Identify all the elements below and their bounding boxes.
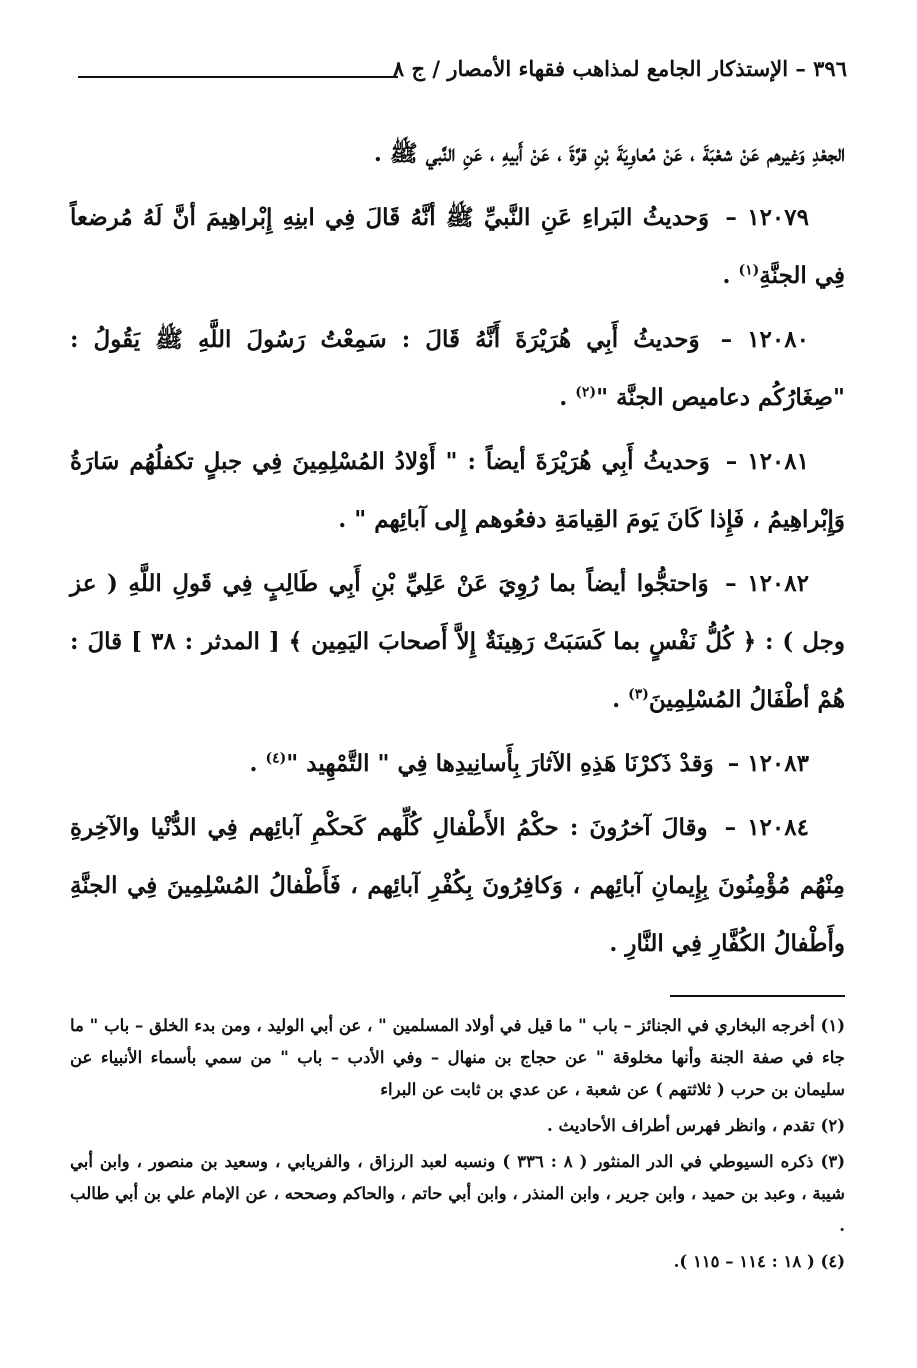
paragraph (70, 433, 845, 549)
paragraph-end: . (249, 750, 266, 777)
paragraph-text: الجعْدِ وَغيرهم عَنْ شعْبَةَ ، عَنْ مُعاوِيَةَ بْنِ قرَّةَ ، عَنْ أَبيهِ ، عَنِ النَّبي ﷺ . (373, 140, 845, 167)
paragraph-number: ١٢٠٨٢ – (725, 570, 809, 597)
paragraph (70, 555, 845, 729)
page-title: ٣٩٦ – الإستذكار الجامع لمذاهب فقهاء الأمصار / ج ٨ (392, 56, 847, 81)
paragraph-text: وَقدْ ذَكرْنَا هَذِهِ الآثارَ بِأَسانِيدِها فِي " التَّمْهِيد " (286, 750, 714, 777)
footnote-ref: (٢) (575, 384, 597, 401)
paragraph-text: وَحديثُ أَبِي هُرَيْرَةَ أيضاً : " أَوْلادُ المُسْلِمِينَ فِي جبلٍ تكفلُهُم سَارَةُ وَإِبْراهِيمُ ، فَإِذا كَانَ يَومَ القِيامَةِ دفعُوهم إِلى آبائِهم " . (70, 448, 845, 533)
paragraph-number: ١٢٠٧٩ – (725, 204, 809, 231)
footnote-ref: (٤) (265, 750, 287, 767)
paragraph (70, 189, 845, 305)
paragraph-text: وَاحتجُّوا أيضاً بما رُوِيَ عَنْ عَلِيِّ بْنِ أَبِي طَالِبٍ فِي قَولِ اللَّهِ ( عز وجل ) : ﴿ كُلُّ نَفْسٍ بما كَسَبَتْ رَهِينَةٌ إِلاَّ أَصحابَ اليَمِين ﴾ [ المدثر : ٣٨ ] قالَ : هُمْ أطْفَالُ المُسْلِمِينَ (70, 570, 846, 713)
footnote: (١) أخرجه البخاري في الجنائز – باب " ما قيل في أولاد المسلمين " ، عن أبي الوليد ، ومن بدء الخلق – باب " ما جاء في صفة الجنة وأنها مخلوقة " عن حجاج بن منهال – وفي الأدب – باب " من سمي بأسماء الأنبياء عن سليمان بن حرب ( ثلاثتهم ) عن شعبة ، عن عدي بن ثابت عن البراء (70, 1016, 845, 1099)
paragraph (70, 735, 845, 793)
paragraph (70, 311, 845, 427)
footnote: (٤) ( ١٨ : ١١٤ – ١١٥ ). (673, 1252, 845, 1271)
footnote: (٢) تقدم ، وانظر فهرس أطراف الأحاديث . (547, 1116, 845, 1135)
footnote-rule (670, 995, 845, 997)
paragraph-text: وَحديثُ البَراءِ عَنِ النَّبيِّ ﷺ أنَّهُ قَالَ فِي ابنِهِ إِبْراهِيمَ أنَّ لَهُ مُرضعاً فِي الجنَّةِ (70, 204, 845, 289)
main-text (70, 125, 845, 979)
footnote: (٣) ذكره السيوطي في الدر المنثور ( ٨ : ٣٣٦ ) ونسبه لعبد الرزاق ، والفريابي ، وسعيد بن منصور ، وابن أبي شيبة ، وعبد بن حميد ، وابن جرير ، وابن المنذر ، وابن أبي حاتم ، والحاكم وصححه ، عن الإمام علي بن أبي طالب . (70, 1152, 845, 1235)
footnote-ref: (١) (738, 262, 760, 279)
page-header (78, 56, 847, 90)
paragraph-end: . (559, 384, 576, 411)
paragraph-number: ١٢٠٨٤ – (724, 814, 809, 841)
header-rule (78, 76, 398, 78)
footnote-ref: (٣) (628, 686, 649, 703)
paragraph-number: ١٢٠٨٠ – (720, 326, 809, 353)
paragraph (70, 799, 845, 973)
paragraph (70, 125, 845, 183)
paragraph-text: وقالَ آخرُونَ : حكْمُ الأَطْفالِ كُلِّهم كَحكْمِ آبائِهم فِي الدُّنْيا والآخِرةِ مِنْهُم مُؤْمِنُونَ بِإِيمانِ آبائِهم ، وَكافِرُونَ بِكُفْرِ آبائِهم ، فَأَطْفالُ المُسْلِمِينَ فِي الجنَّةِ وأَطْفالُ الكُفَّارِ فِي النَّارِ . (70, 814, 845, 957)
paragraph-end: . (722, 262, 739, 289)
footnotes (70, 1010, 845, 1282)
paragraph-number: ١٢٠٨١ – (725, 448, 809, 475)
paragraph-number: ١٢٠٨٣ – (727, 750, 809, 777)
paragraph-end: . (612, 686, 629, 713)
paragraph-text: وَحديثُ أَبِي هُرَيْرَةَ أَنَّهُ قَالَ : سَمِعْتُ رَسُولَ اللَّهِ ﷺ يَقُولُ : "صِغَارُكُم دعاميص الجنَّة " (70, 326, 845, 411)
